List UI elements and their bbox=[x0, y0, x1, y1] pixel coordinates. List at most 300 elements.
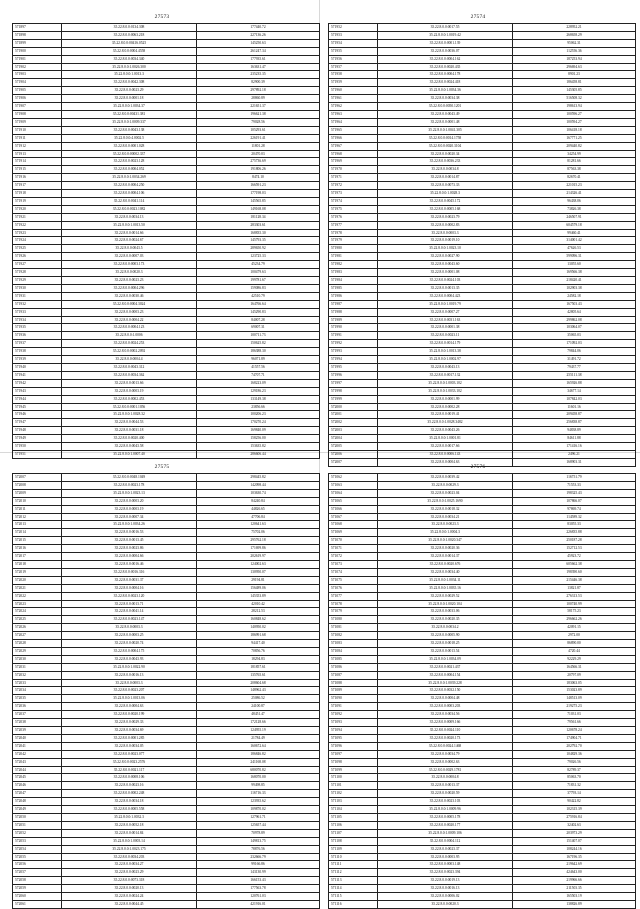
table-row bbox=[329, 837, 636, 845]
amount-cell: 23856.66 bbox=[197, 403, 320, 411]
cadastral-number-cell: 35.22.8.0.0:0023.11 bbox=[378, 332, 513, 340]
amount-cell: 174904.71 bbox=[513, 734, 636, 742]
cadastral-number-cell: 35.22.8.0.0:1.0035.16 bbox=[378, 584, 513, 592]
amount-cell: 73826.38 bbox=[513, 205, 636, 213]
amount-cell: 145305.85 bbox=[513, 87, 636, 95]
cadastral-number-cell: 35.22.8.0.0:0001.48 bbox=[378, 118, 513, 126]
cadastral-number-cell: 35.22.8.0.0:0020.676 bbox=[378, 560, 513, 568]
amount-cell: 28212.53 bbox=[197, 608, 320, 616]
row-id-cell: 571907 bbox=[13, 103, 62, 111]
amount-cell: 167503.43 bbox=[513, 300, 636, 308]
row-id-cell: 572026 bbox=[13, 624, 62, 632]
cadastral-number-cell: 35.22.8.0.0:0043.138 bbox=[62, 126, 197, 134]
table-row bbox=[329, 261, 636, 269]
amount-cell: 183063.05 bbox=[513, 679, 636, 687]
cadastral-number-cell: 35.22.8.0.0:0034.38 bbox=[378, 95, 513, 103]
row-id-cell: 571963 bbox=[329, 110, 378, 118]
row-id-cell: 571950 bbox=[13, 443, 62, 451]
cadastral-number-cell: 35.22.8.0.0:0029.3 bbox=[378, 481, 513, 489]
row-id-cell: 571948 bbox=[13, 427, 62, 435]
amount-cell: 172128.66 bbox=[197, 719, 320, 727]
amount-cell: 20470.03 bbox=[197, 150, 320, 158]
table-row bbox=[13, 592, 320, 600]
row-id-cell: 572052 bbox=[13, 829, 62, 837]
row-id-cell: 572035 bbox=[13, 695, 62, 703]
cadastral-number-cell: 35.22.8.0.0:0023.147 bbox=[62, 616, 197, 624]
table-row bbox=[329, 340, 636, 348]
row-id-cell: 571930 bbox=[13, 284, 62, 292]
cadastral-number-cell: 35.22.8.0.0:0034.27 bbox=[62, 861, 197, 869]
row-id-cell: 571996 bbox=[329, 371, 378, 379]
row-id-cell: 571102 bbox=[329, 790, 378, 798]
amount-cell: 85063.70 bbox=[513, 774, 636, 782]
cadastral-number-cell: 35.22.8.0.0:0004.66 bbox=[62, 553, 197, 561]
row-id-cell: 571946 bbox=[13, 411, 62, 419]
table-row bbox=[13, 332, 320, 340]
cadastral-number-cell: 35.22.8.0.0:0016.13 bbox=[62, 671, 197, 679]
row-id-cell: 571922 bbox=[13, 221, 62, 229]
amount-cell: 186846.82 bbox=[197, 750, 320, 758]
row-id-cell: 571097 bbox=[329, 750, 378, 758]
row-id-cell: 571915 bbox=[13, 166, 62, 174]
amount-cell: 94838.89 bbox=[513, 427, 636, 435]
table-row bbox=[329, 55, 636, 63]
data-table bbox=[328, 23, 636, 467]
table-row bbox=[13, 703, 320, 711]
table-row bbox=[329, 47, 636, 55]
table-row bbox=[329, 213, 636, 221]
table-row bbox=[329, 474, 636, 482]
amount-cell: 71831.32 bbox=[513, 782, 636, 790]
amount-cell: 82670.41 bbox=[513, 174, 636, 182]
amount-cell: 114589.32 bbox=[513, 513, 636, 521]
amount-cell: 148962.43 bbox=[197, 687, 320, 695]
cadastral-number-cell: 35.22.8.0.0:0023.207 bbox=[62, 687, 197, 695]
cadastral-number-cell: 35.22.8.0.0:0004.296 bbox=[62, 284, 197, 292]
cadastral-number-cell: 35.22.8.0.0:0002.2092 bbox=[62, 348, 197, 356]
row-id-cell: 572009 bbox=[13, 489, 62, 497]
amount-cell: 261247.34 bbox=[197, 47, 320, 55]
cadastral-number-cell: 35.22.8.0.0:0003.23 bbox=[62, 308, 197, 316]
cadastral-number-cell: 35.22.8.0.0:0019.10 bbox=[378, 237, 513, 245]
table-row bbox=[329, 205, 636, 213]
panel-title: 27576 bbox=[470, 464, 486, 470]
amount-cell: 105293.61 bbox=[197, 126, 320, 134]
row-id-cell: 571088 bbox=[329, 679, 378, 687]
amount-cell: 47706.84 bbox=[197, 513, 320, 521]
table-row bbox=[13, 95, 320, 103]
amount-cell: 84240.84 bbox=[197, 497, 320, 505]
row-id-cell: 572036 bbox=[13, 703, 62, 711]
row-id-cell: 571077 bbox=[329, 592, 378, 600]
cadastral-number-cell: 35.22.8.0.0:0031.37 bbox=[62, 576, 197, 584]
amount-cell: 150625.82 bbox=[197, 340, 320, 348]
cadastral-number-cell: 35.22.8.0.0:0018.32 bbox=[378, 505, 513, 513]
table-row bbox=[329, 411, 636, 419]
amount-cell: 169566.38 bbox=[513, 269, 636, 277]
cadastral-number-cell: 35.22.8.0.0:1.0013.38 bbox=[378, 348, 513, 356]
cadastral-number-cell: 35.22.8.0.0:0001.285 bbox=[62, 734, 197, 742]
cadastral-number-cell: 35.22.8.0.0:0027.90 bbox=[378, 253, 513, 261]
cadastral-number-cell: 35.22.8.0.0:0004.106 bbox=[62, 190, 197, 198]
table-row bbox=[329, 284, 636, 292]
table-row bbox=[13, 403, 320, 411]
cadastral-number-cell: 35.22.8.0.0:1.0026.300 bbox=[62, 63, 197, 71]
amount-cell: 104829.36 bbox=[513, 750, 636, 758]
amount-cell: 232666.79 bbox=[197, 853, 320, 861]
cadastral-number-cell: 35.22.8.0.0:0020.36 bbox=[378, 545, 513, 553]
row-id-cell: 571937 bbox=[13, 340, 62, 348]
table-row bbox=[13, 568, 320, 576]
row-id-cell: 571071 bbox=[329, 545, 378, 553]
table-row bbox=[13, 387, 320, 395]
row-id-cell: 571112 bbox=[329, 869, 378, 877]
row-id-cell: 571903 bbox=[13, 71, 62, 79]
amount-cell: 123725.33 bbox=[197, 253, 320, 261]
cadastral-number-cell: 35.22.8.0.0:1.0006 bbox=[62, 332, 197, 340]
amount-cell: 107866.07 bbox=[513, 497, 636, 505]
cadastral-number-cell: 35.22.8.0.0:1.0034.36 bbox=[378, 87, 513, 95]
cadastral-number-cell: 35.22.8.0.0:0021.437 bbox=[378, 663, 513, 671]
table-row bbox=[329, 348, 636, 356]
row-id-cell: 571985 bbox=[329, 284, 378, 292]
amount-cell: 226835.88 bbox=[513, 529, 636, 537]
amount-cell: 100594.27 bbox=[513, 118, 636, 126]
cadastral-number-cell: 35.22.8.0.0:0029.52 bbox=[378, 592, 513, 600]
cadastral-number-cell: 35.22.8.0.0:0023.2576 bbox=[62, 758, 197, 766]
table-row bbox=[329, 647, 636, 655]
cadastral-number-cell: 35.22.8.0.0:0002.63 bbox=[378, 758, 513, 766]
table-row bbox=[13, 537, 320, 545]
row-id-cell: 572027 bbox=[13, 632, 62, 640]
table-row bbox=[329, 560, 636, 568]
amount-cell: 221651.37 bbox=[197, 103, 320, 111]
row-id-cell: 571069 bbox=[329, 529, 378, 537]
table-row bbox=[329, 71, 636, 79]
row-id-cell: 572042 bbox=[13, 750, 62, 758]
amount-cell: 170270.24 bbox=[197, 419, 320, 427]
amount-cell: 177198.03 bbox=[197, 190, 320, 198]
cadastral-number-cell: 35.22.8.0.0:0043.49 bbox=[378, 110, 513, 118]
amount-cell: 45923.72 bbox=[513, 553, 636, 561]
cadastral-number-cell: 35.22.8.0.0:0004.052 bbox=[62, 166, 197, 174]
row-id-cell: 571085 bbox=[329, 655, 378, 663]
row-id-cell: 571956 bbox=[329, 55, 378, 63]
amount-cell: 45234.79 bbox=[197, 261, 320, 269]
row-id-cell: 571103 bbox=[329, 798, 378, 806]
amount-cell: 100479.63 bbox=[197, 269, 320, 277]
table-row bbox=[13, 197, 320, 205]
row-id-cell: 571936 bbox=[13, 332, 62, 340]
row-id-cell: 572032 bbox=[13, 671, 62, 679]
amount-cell: 8901.23 bbox=[513, 71, 636, 79]
row-id-cell: 572017 bbox=[13, 553, 62, 561]
row-id-cell: 571994 bbox=[329, 356, 378, 364]
amount-cell: 44826.65 bbox=[197, 505, 320, 513]
table-row bbox=[13, 142, 320, 150]
table-row bbox=[13, 529, 320, 537]
cadastral-number-cell: 35.22.8.0.0:0034.21 bbox=[378, 513, 513, 521]
cadastral-number-cell: 35.22.8.0.0:0014.37 bbox=[378, 553, 513, 561]
row-id-cell: 571933 bbox=[13, 308, 62, 316]
row-id-cell: 571083 bbox=[329, 640, 378, 648]
cadastral-number-cell: 35.22.8.0.0:0005.168 bbox=[378, 205, 513, 213]
table-row bbox=[13, 221, 320, 229]
table-row bbox=[329, 316, 636, 324]
row-id-cell: 571911 bbox=[13, 134, 62, 142]
cadastral-number-cell: 35.22.8.0.0:00002.337 bbox=[62, 150, 197, 158]
table-row bbox=[329, 877, 636, 885]
table-row bbox=[13, 253, 320, 261]
cadastral-number-cell: 35.22.8.0.0:0029.1781 bbox=[378, 766, 513, 774]
row-id-cell: 572004 bbox=[329, 435, 378, 443]
table-row bbox=[329, 861, 636, 869]
cadastral-number-cell: 35.22.8.0.0:0002.83 bbox=[378, 221, 513, 229]
table-row bbox=[329, 110, 636, 118]
row-id-cell: 571111 bbox=[329, 861, 378, 869]
row-id-cell: 572037 bbox=[13, 711, 62, 719]
table-row bbox=[13, 79, 320, 87]
amount-cell: 103630.74 bbox=[197, 489, 320, 497]
cadastral-number-cell: 35.22.8.0.0:1.0019.42 bbox=[378, 31, 513, 39]
row-id-cell: 571952 bbox=[329, 24, 378, 32]
table-row bbox=[329, 853, 636, 861]
row-id-cell: 571965 bbox=[329, 126, 378, 134]
table-row bbox=[329, 821, 636, 829]
amount-cell: 168835.30 bbox=[197, 229, 320, 237]
amount-cell: 151407.07 bbox=[513, 837, 636, 845]
amount-cell: 283303.61 bbox=[197, 221, 320, 229]
row-id-cell: 571928 bbox=[13, 269, 62, 277]
row-id-cell: 571981 bbox=[329, 253, 378, 261]
table-row bbox=[13, 103, 320, 111]
table-row bbox=[13, 269, 320, 277]
row-id-cell: 572012 bbox=[13, 513, 62, 521]
amount-cell: 165503.19 bbox=[513, 893, 636, 901]
amount-cell: 297892.18 bbox=[197, 87, 320, 95]
table-row bbox=[13, 687, 320, 695]
cadastral-number-cell: 35.22.8.0.0:0003.148 bbox=[378, 861, 513, 869]
row-id-cell: 571923 bbox=[13, 229, 62, 237]
row-id-cell: 571951 bbox=[13, 450, 62, 458]
table-row bbox=[13, 489, 320, 497]
amount-cell: 34254.99 bbox=[513, 150, 636, 158]
panel-title: 27573 bbox=[154, 14, 170, 20]
cadastral-number-cell: 35.22.8.0.0:0034.362 bbox=[62, 371, 197, 379]
table-row bbox=[329, 435, 636, 443]
row-id-cell: 571999 bbox=[329, 395, 378, 403]
row-id-cell: 571074 bbox=[329, 568, 378, 576]
table-row bbox=[329, 253, 636, 261]
table-row bbox=[13, 766, 320, 774]
row-id-cell: 571917 bbox=[13, 182, 62, 190]
table-row bbox=[13, 118, 320, 126]
table-row bbox=[329, 79, 636, 87]
panel-bottom-left bbox=[12, 464, 312, 909]
cadastral-number-cell: 35.22.8.0.0:1.0022.90 bbox=[62, 663, 197, 671]
row-id-cell: 572002 bbox=[329, 419, 378, 427]
cadastral-number-cell: 35.22.8.0.0:00416.0525 bbox=[62, 39, 197, 47]
table-row bbox=[13, 885, 320, 893]
amount-cell: 86890.00 bbox=[513, 640, 636, 648]
table-row bbox=[329, 687, 636, 695]
row-id-cell: 571098 bbox=[329, 758, 378, 766]
cadastral-number-cell: 35.22.8.0.0:0030.46 bbox=[62, 292, 197, 300]
table-row bbox=[13, 560, 320, 568]
table-row bbox=[13, 505, 320, 513]
amount-cell: 250187.28 bbox=[513, 537, 636, 545]
amount-cell: 116751.79 bbox=[513, 474, 636, 482]
row-id-cell: 572054 bbox=[13, 845, 62, 853]
table-row bbox=[329, 443, 636, 451]
panel-bottom-right bbox=[328, 464, 628, 909]
cadastral-number-cell: 35.22.8.0.0:1.0034.269 bbox=[62, 174, 197, 182]
table-row bbox=[329, 576, 636, 584]
row-id-cell: 572029 bbox=[13, 647, 62, 655]
cadastral-number-cell: 35.22.8.0.0:0023.3 bbox=[378, 521, 513, 529]
table-row bbox=[13, 47, 320, 55]
table-row bbox=[13, 750, 320, 758]
row-id-cell: 571100 bbox=[329, 774, 378, 782]
row-id-cell: 571976 bbox=[329, 213, 378, 221]
amount-cell: 102903.38 bbox=[513, 284, 636, 292]
row-id-cell: 571080 bbox=[329, 616, 378, 624]
row-id-cell: 571115 bbox=[329, 893, 378, 901]
cadastral-number-cell: 35.22.8.0.0:0023.16 bbox=[62, 782, 197, 790]
row-id-cell: 571094 bbox=[329, 727, 378, 735]
cadastral-number-cell: 35.22.8.0.0:0020.13 bbox=[62, 885, 197, 893]
cadastral-number-cell: 35.22.8.0.0:0007.03 bbox=[62, 253, 197, 261]
amount-cell: 112556.36 bbox=[513, 47, 636, 55]
table-row bbox=[329, 845, 636, 853]
amount-cell: 152712.53 bbox=[513, 545, 636, 553]
amount-cell: 198613.94 bbox=[513, 103, 636, 111]
amount-cell: 241168.08 bbox=[197, 758, 320, 766]
row-id-cell: 571070 bbox=[329, 537, 378, 545]
amount-cell: 228952.21 bbox=[513, 24, 636, 32]
row-id-cell: 572003 bbox=[329, 427, 378, 435]
row-id-cell: 572058 bbox=[13, 877, 62, 885]
data-table bbox=[12, 23, 320, 459]
cadastral-number-cell: 35.22.8.0.0:0073.318 bbox=[62, 877, 197, 885]
amount-cell: 211503.35 bbox=[513, 885, 636, 893]
table-row bbox=[13, 553, 320, 561]
row-id-cell: 571938 bbox=[13, 348, 62, 356]
row-id-cell: 571093 bbox=[329, 719, 378, 727]
cadastral-number-cell: 35.22.8.0.0:0034.56 bbox=[378, 711, 513, 719]
cadastral-number-cell: 35.22.8.0.0:1.0032.3 bbox=[62, 813, 197, 821]
table-row bbox=[329, 134, 636, 142]
table-row bbox=[13, 371, 320, 379]
cadastral-number-cell: 35.22.8.0.0:1.0013.3 bbox=[62, 71, 197, 79]
row-id-cell: 571961 bbox=[329, 95, 378, 103]
table-row bbox=[13, 774, 320, 782]
cadastral-number-cell: 35.22.8.0.0:0014.179 bbox=[378, 340, 513, 348]
table-row bbox=[13, 837, 320, 845]
row-id-cell: 571964 bbox=[329, 118, 378, 126]
amount-cell: 71031.03 bbox=[513, 711, 636, 719]
table-row bbox=[13, 284, 320, 292]
amount-cell: 25086.52 bbox=[197, 695, 320, 703]
row-id-cell: 572030 bbox=[13, 655, 62, 663]
amount-cell: 289650.92 bbox=[197, 245, 320, 253]
row-id-cell: 572025 bbox=[13, 616, 62, 624]
table-row bbox=[13, 205, 320, 213]
table-row bbox=[13, 110, 320, 118]
cadastral-number-cell: 35.22.8.0.0:0045.172 bbox=[378, 197, 513, 205]
amount-cell: 158256.00 bbox=[197, 435, 320, 443]
cadastral-number-cell: 35.22.8.0.0:1.0019.79 bbox=[378, 300, 513, 308]
cadastral-number-cell: 35.22.8.0.0:0031.163 bbox=[378, 316, 513, 324]
amount-cell: 198325.43 bbox=[513, 489, 636, 497]
table-row bbox=[13, 411, 320, 419]
amount-cell: 135765.61 bbox=[197, 671, 320, 679]
amount-cell: 108244.16 bbox=[513, 845, 636, 853]
cadastral-number-cell: 35.22.8.0.0:0004.178 bbox=[378, 71, 513, 79]
amount-cell: 84611.88 bbox=[513, 435, 636, 443]
table-row bbox=[13, 758, 320, 766]
amount-cell: 18294.83 bbox=[197, 655, 320, 663]
cadastral-number-cell: 35.22.8.0.0:0003.19 bbox=[62, 505, 197, 513]
cadastral-number-cell: 35.22.8.0.0:0020.173 bbox=[378, 734, 513, 742]
amount-cell: 156489.06 bbox=[197, 584, 320, 592]
table-row bbox=[13, 340, 320, 348]
amount-cell: 275916.84 bbox=[513, 813, 636, 821]
cadastral-number-cell: 35.22.8.0.0:0004.250 bbox=[62, 182, 197, 190]
amount-cell: 171092.03 bbox=[513, 340, 636, 348]
cadastral-number-cell: 35.22.8.0.0:0004.4558 bbox=[62, 47, 197, 55]
amount-cell: 295762.18 bbox=[197, 537, 320, 545]
row-id-cell: 571901 bbox=[13, 55, 62, 63]
row-id-cell: 572053 bbox=[13, 837, 62, 845]
row-id-cell: 571921 bbox=[13, 213, 62, 221]
table-row bbox=[329, 118, 636, 126]
row-id-cell: 572051 bbox=[13, 821, 62, 829]
amount-cell: 171699.86 bbox=[197, 545, 320, 553]
cadastral-number-cell: 35.22.8.0.0:0023.29 bbox=[62, 87, 197, 95]
table-row bbox=[329, 616, 636, 624]
row-id-cell: 571934 bbox=[13, 316, 62, 324]
amount-cell: 299862.08 bbox=[513, 316, 636, 324]
amount-cell: 8474.10 bbox=[197, 174, 320, 182]
row-id-cell: 572001 bbox=[329, 411, 378, 419]
table-row bbox=[329, 197, 636, 205]
amount-cell: 20797.09 bbox=[513, 671, 636, 679]
amount-cell: 102315.39 bbox=[513, 806, 636, 814]
cadastral-number-cell: 35.22.8.0.0:0014.66 bbox=[62, 229, 197, 237]
table-row bbox=[329, 379, 636, 387]
amount-cell: 143130.99 bbox=[197, 869, 320, 877]
cadastral-number-cell: 35.22.8.0.0:0001.18 bbox=[62, 95, 197, 103]
table-row bbox=[329, 813, 636, 821]
row-id-cell: 571991 bbox=[329, 332, 378, 340]
table-row bbox=[329, 663, 636, 671]
amount-cell: 160848.62 bbox=[197, 616, 320, 624]
cadastral-number-cell: 35.22.8.0.0:0018.25 bbox=[378, 640, 513, 648]
table-row bbox=[329, 521, 636, 529]
row-id-cell: 571116 bbox=[329, 900, 378, 908]
cadastral-number-cell: 35.22.8.0.0:0134.308 bbox=[62, 24, 197, 32]
amount-cell: 275736.69 bbox=[197, 158, 320, 166]
amount-cell: 79026.56 bbox=[513, 758, 636, 766]
amount-cell: 99460.41 bbox=[513, 229, 636, 237]
cadastral-number-cell: 35.22.8.0.0:0043.60 bbox=[378, 261, 513, 269]
table-row bbox=[329, 695, 636, 703]
row-id-cell: 572047 bbox=[13, 790, 62, 798]
row-id-cell: 572061 bbox=[13, 900, 62, 908]
cadastral-number-cell: 35.22.8.0.0:1.0004.3 bbox=[378, 529, 513, 537]
table-row bbox=[329, 229, 636, 237]
